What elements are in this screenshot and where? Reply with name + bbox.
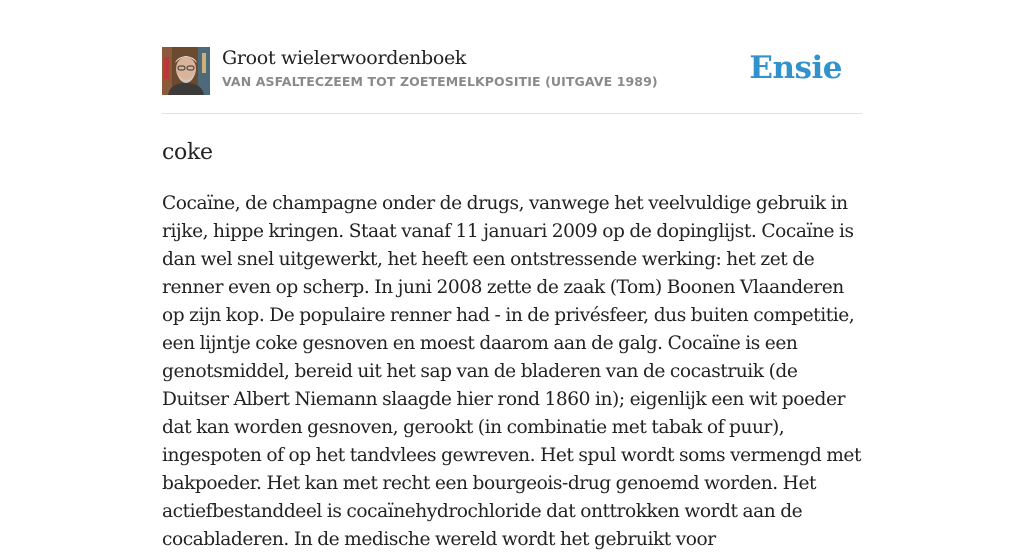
header [162, 46, 862, 96]
ensie-logo[interactable]: Ensie [749, 50, 842, 86]
entry-body: Cocaïne, de champagne onder de drugs, vanwege het veelvuldige gebruik in rijke, hippe kringen. Staat vanaf 11 januari 2009 op de dopinglijst. Cocaïne is dan wel snel uitgewerkt, het heeft een ontstressende werking: het zet de renner even op scherp. In juni 2008 zette de zaak (Tom) Boonen Vlaanderen op zijn kop. De populaire renner had - in de privésfeer, dus buiten competitie, een lijntje coke gesnoven en moest daarom aan de galg. Cocaïne is een genotsmiddel, bereid uit het sap van de bladeren van de cocastruik (de Duitser Albert Niemann slaagde hier rond 1860 in); eigenlijk een wit poeder dat kan worden gesnoven, gerookt (in combinatie met tabak of puur), ingespoten of op het tandvlees gewreven. Het spul wordt soms vermengd met bakpoeder. Het kan met recht een bourgeois-drug genoemd worden. Het actiefbestanddeel is cocaïnehydrochloride dat onttrokken wordt aan de cocabladeren. In de medische wereld wordt het gebruikt voor [162, 193, 862, 550]
author-avatar-icon [162, 47, 210, 95]
book-info [222, 46, 658, 89]
book-subtitle: VAN ASFALTECZEEM TOT ZOETEMELKPOSITIE (UITGAVE 1989) [222, 74, 658, 89]
author-avatar[interactable] [162, 47, 210, 95]
book-title[interactable]: Groot wielerwoordenboek [222, 47, 467, 69]
header-divider [162, 113, 862, 114]
entry-title: coke [162, 140, 213, 165]
